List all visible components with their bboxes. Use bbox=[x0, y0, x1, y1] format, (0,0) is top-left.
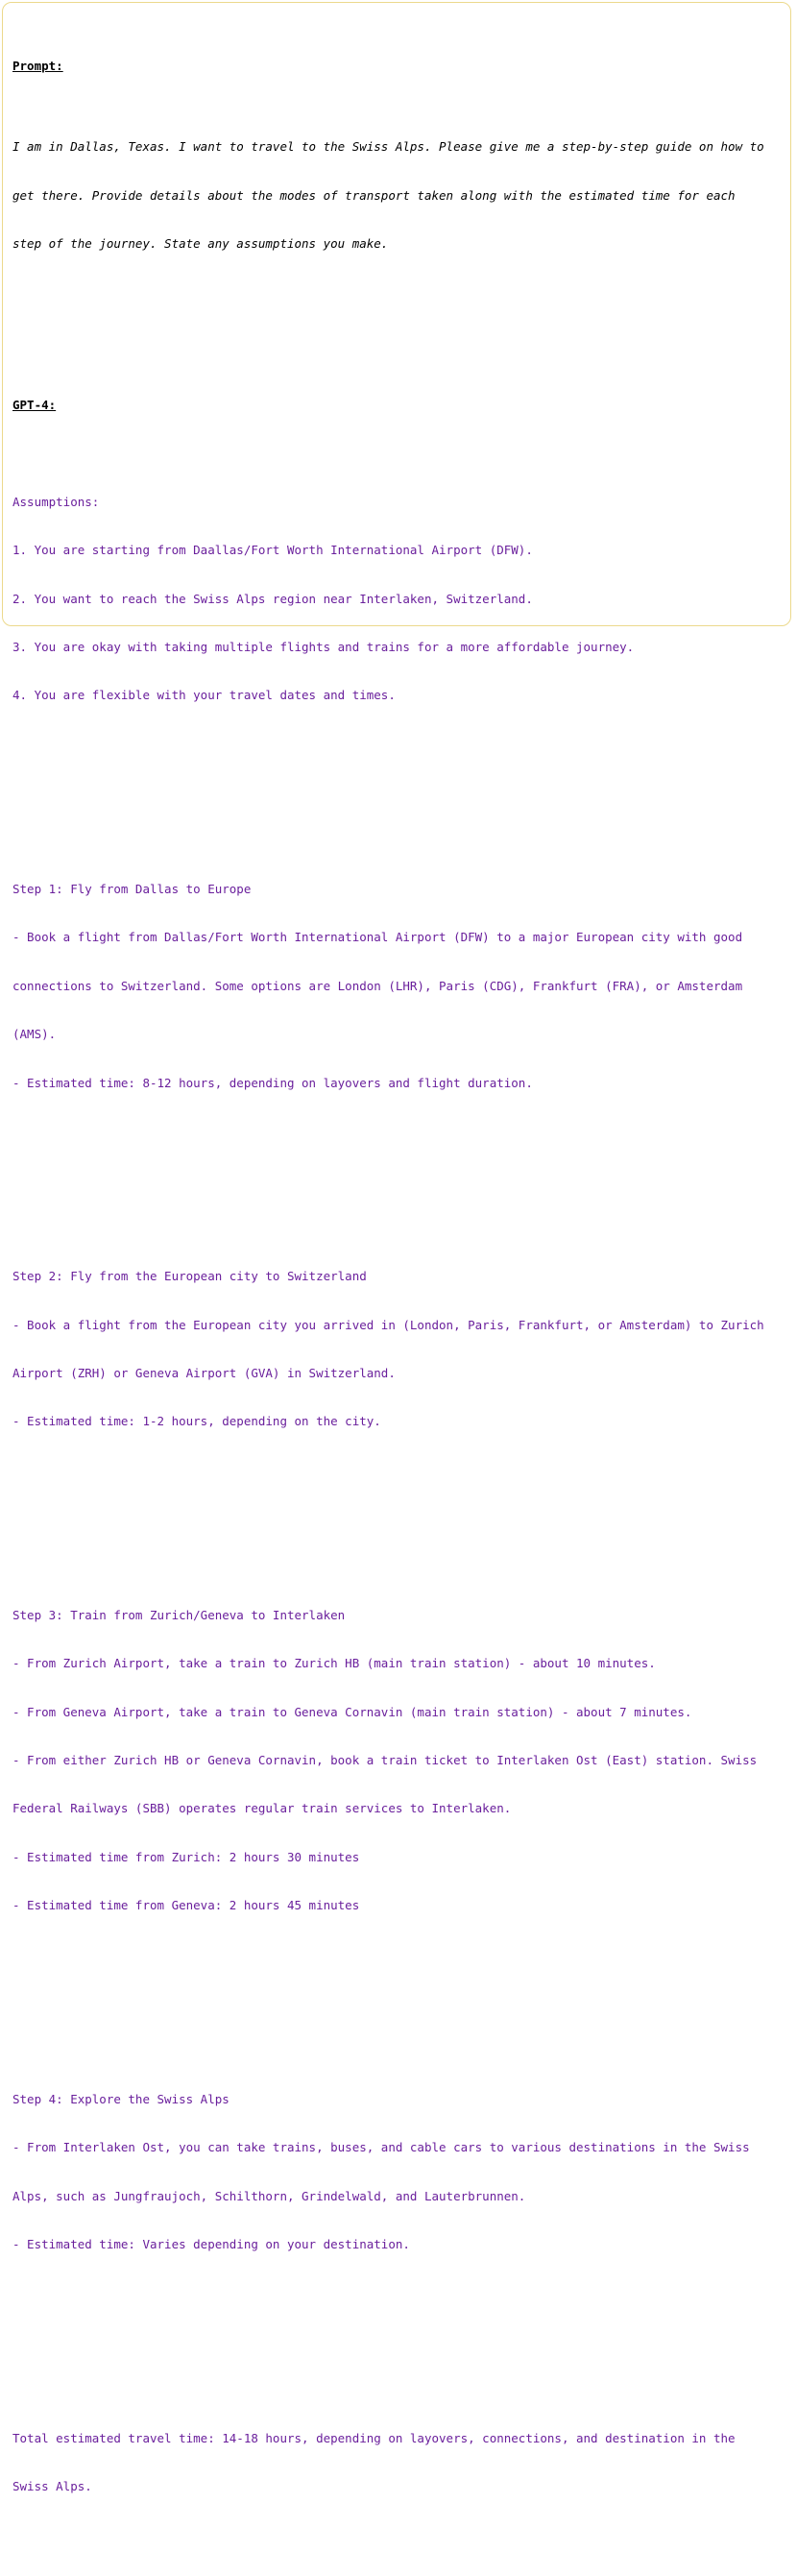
total-line: Total estimated travel time: 14-18 hours, depending on layovers, connections, and destination in the bbox=[12, 2430, 736, 2445]
step-heading: Step 3: Train from Zurich/Geneva to Interlaken bbox=[12, 1607, 346, 1622]
step-line: (AMS). bbox=[12, 1027, 57, 1042]
step-line: - From Geneva Airport, take a train to Geneva Cornavin (main train station) - about 7 minutes. bbox=[12, 1704, 692, 1719]
step-time: - Estimated time from Geneva: 2 hours 45 minutes bbox=[12, 1898, 360, 1913]
assumptions-section bbox=[12, 462, 788, 737]
step-3-section bbox=[12, 1575, 788, 1946]
spacer bbox=[12, 333, 788, 350]
step-line: Federal Railways (SBB) operates regular train services to Interlaken. bbox=[12, 1801, 512, 1816]
step-line: - From Zurich Airport, take a train to Zurich HB (main train station) - about 10 minutes. bbox=[12, 1656, 656, 1671]
step-heading: Step 1: Fly from Dallas to Europe bbox=[12, 882, 252, 897]
spacer bbox=[12, 1511, 788, 1527]
assumption-item: 3. You are okay with taking multiple flights and trains for a more affordable journey. bbox=[12, 640, 635, 655]
step-4-section bbox=[12, 2059, 788, 2285]
total-section bbox=[12, 2398, 788, 2527]
step-line: - From Interlaken Ost, you can take trains, buses, and cable cars to various destinations in the Swiss bbox=[12, 2140, 750, 2155]
section-heading: Assumptions: bbox=[12, 494, 100, 509]
step-2-section bbox=[12, 1237, 788, 1463]
step-time: - Estimated time: Varies depending on your destination. bbox=[12, 2236, 410, 2251]
prompt-line: I am in Dallas, Texas. I want to travel to the Swiss Alps. Please give me a step-by-step guide on how to bbox=[12, 139, 764, 155]
total-line: Swiss Alps. bbox=[12, 2478, 92, 2493]
prompt-text bbox=[12, 108, 788, 285]
step-line: - From either Zurich HB or Geneva Cornavin, book a train ticket to Interlaken Ost (East) station. Swiss bbox=[12, 1753, 758, 1768]
step-line: Airport (ZRH) or Geneva Airport (GVA) in Switzerland. bbox=[12, 1365, 396, 1380]
content-frame bbox=[2, 2, 791, 2493]
step-line: - Book a flight from Dallas/Fort Worth International Airport (DFW) to a major European city with good bbox=[12, 930, 743, 945]
step-line: connections to Switzerland. Some options are London (LHR), Paris (CDG), Frankfurt (FRA), or Amsterdam bbox=[12, 978, 743, 993]
spacer bbox=[12, 1995, 788, 2011]
transcript bbox=[12, 11, 788, 2576]
assumption-item: 4. You are flexible with your travel dates and times. bbox=[12, 688, 396, 703]
spacer bbox=[12, 1172, 788, 1188]
step-line: - Book a flight from the European city you arrived in (London, Paris, Frankfurt, or Amsterdam) to Zurich bbox=[12, 1317, 764, 1332]
step-1-section bbox=[12, 849, 788, 1124]
step-heading: Step 4: Explore the Swiss Alps bbox=[12, 2091, 229, 2106]
prompt-line: get there. Provide details about the modes of transport taken along with the estimated time for each bbox=[12, 187, 736, 203]
spacer bbox=[12, 785, 788, 801]
step-time: - Estimated time: 1-2 hours, depending on the city. bbox=[12, 1414, 381, 1429]
prompt-label: Prompt: bbox=[12, 59, 63, 74]
step-line: Alps, such as Jungfraujoch, Schilthorn, Grindelwald, and Lauterbrunnen. bbox=[12, 2188, 526, 2203]
prompt-line: step of the journey. State any assumptions you make. bbox=[12, 236, 389, 252]
step-time: - Estimated time from Zurich: 2 hours 30 minutes bbox=[12, 1849, 360, 1864]
assumption-item: 1. You are starting from Daallas/Fort Worth International Airport (DFW). bbox=[12, 543, 533, 558]
step-time: - Estimated time: 8-12 hours, depending on layovers and flight duration. bbox=[12, 1075, 533, 1090]
assumption-item: 2. You want to reach the Swiss Alps region near Interlaken, Switzerland. bbox=[12, 591, 533, 606]
response-label: GPT-4: bbox=[12, 398, 57, 413]
step-heading: Step 2: Fly from the European city to Switzerland bbox=[12, 1269, 367, 1284]
spacer bbox=[12, 2334, 788, 2350]
